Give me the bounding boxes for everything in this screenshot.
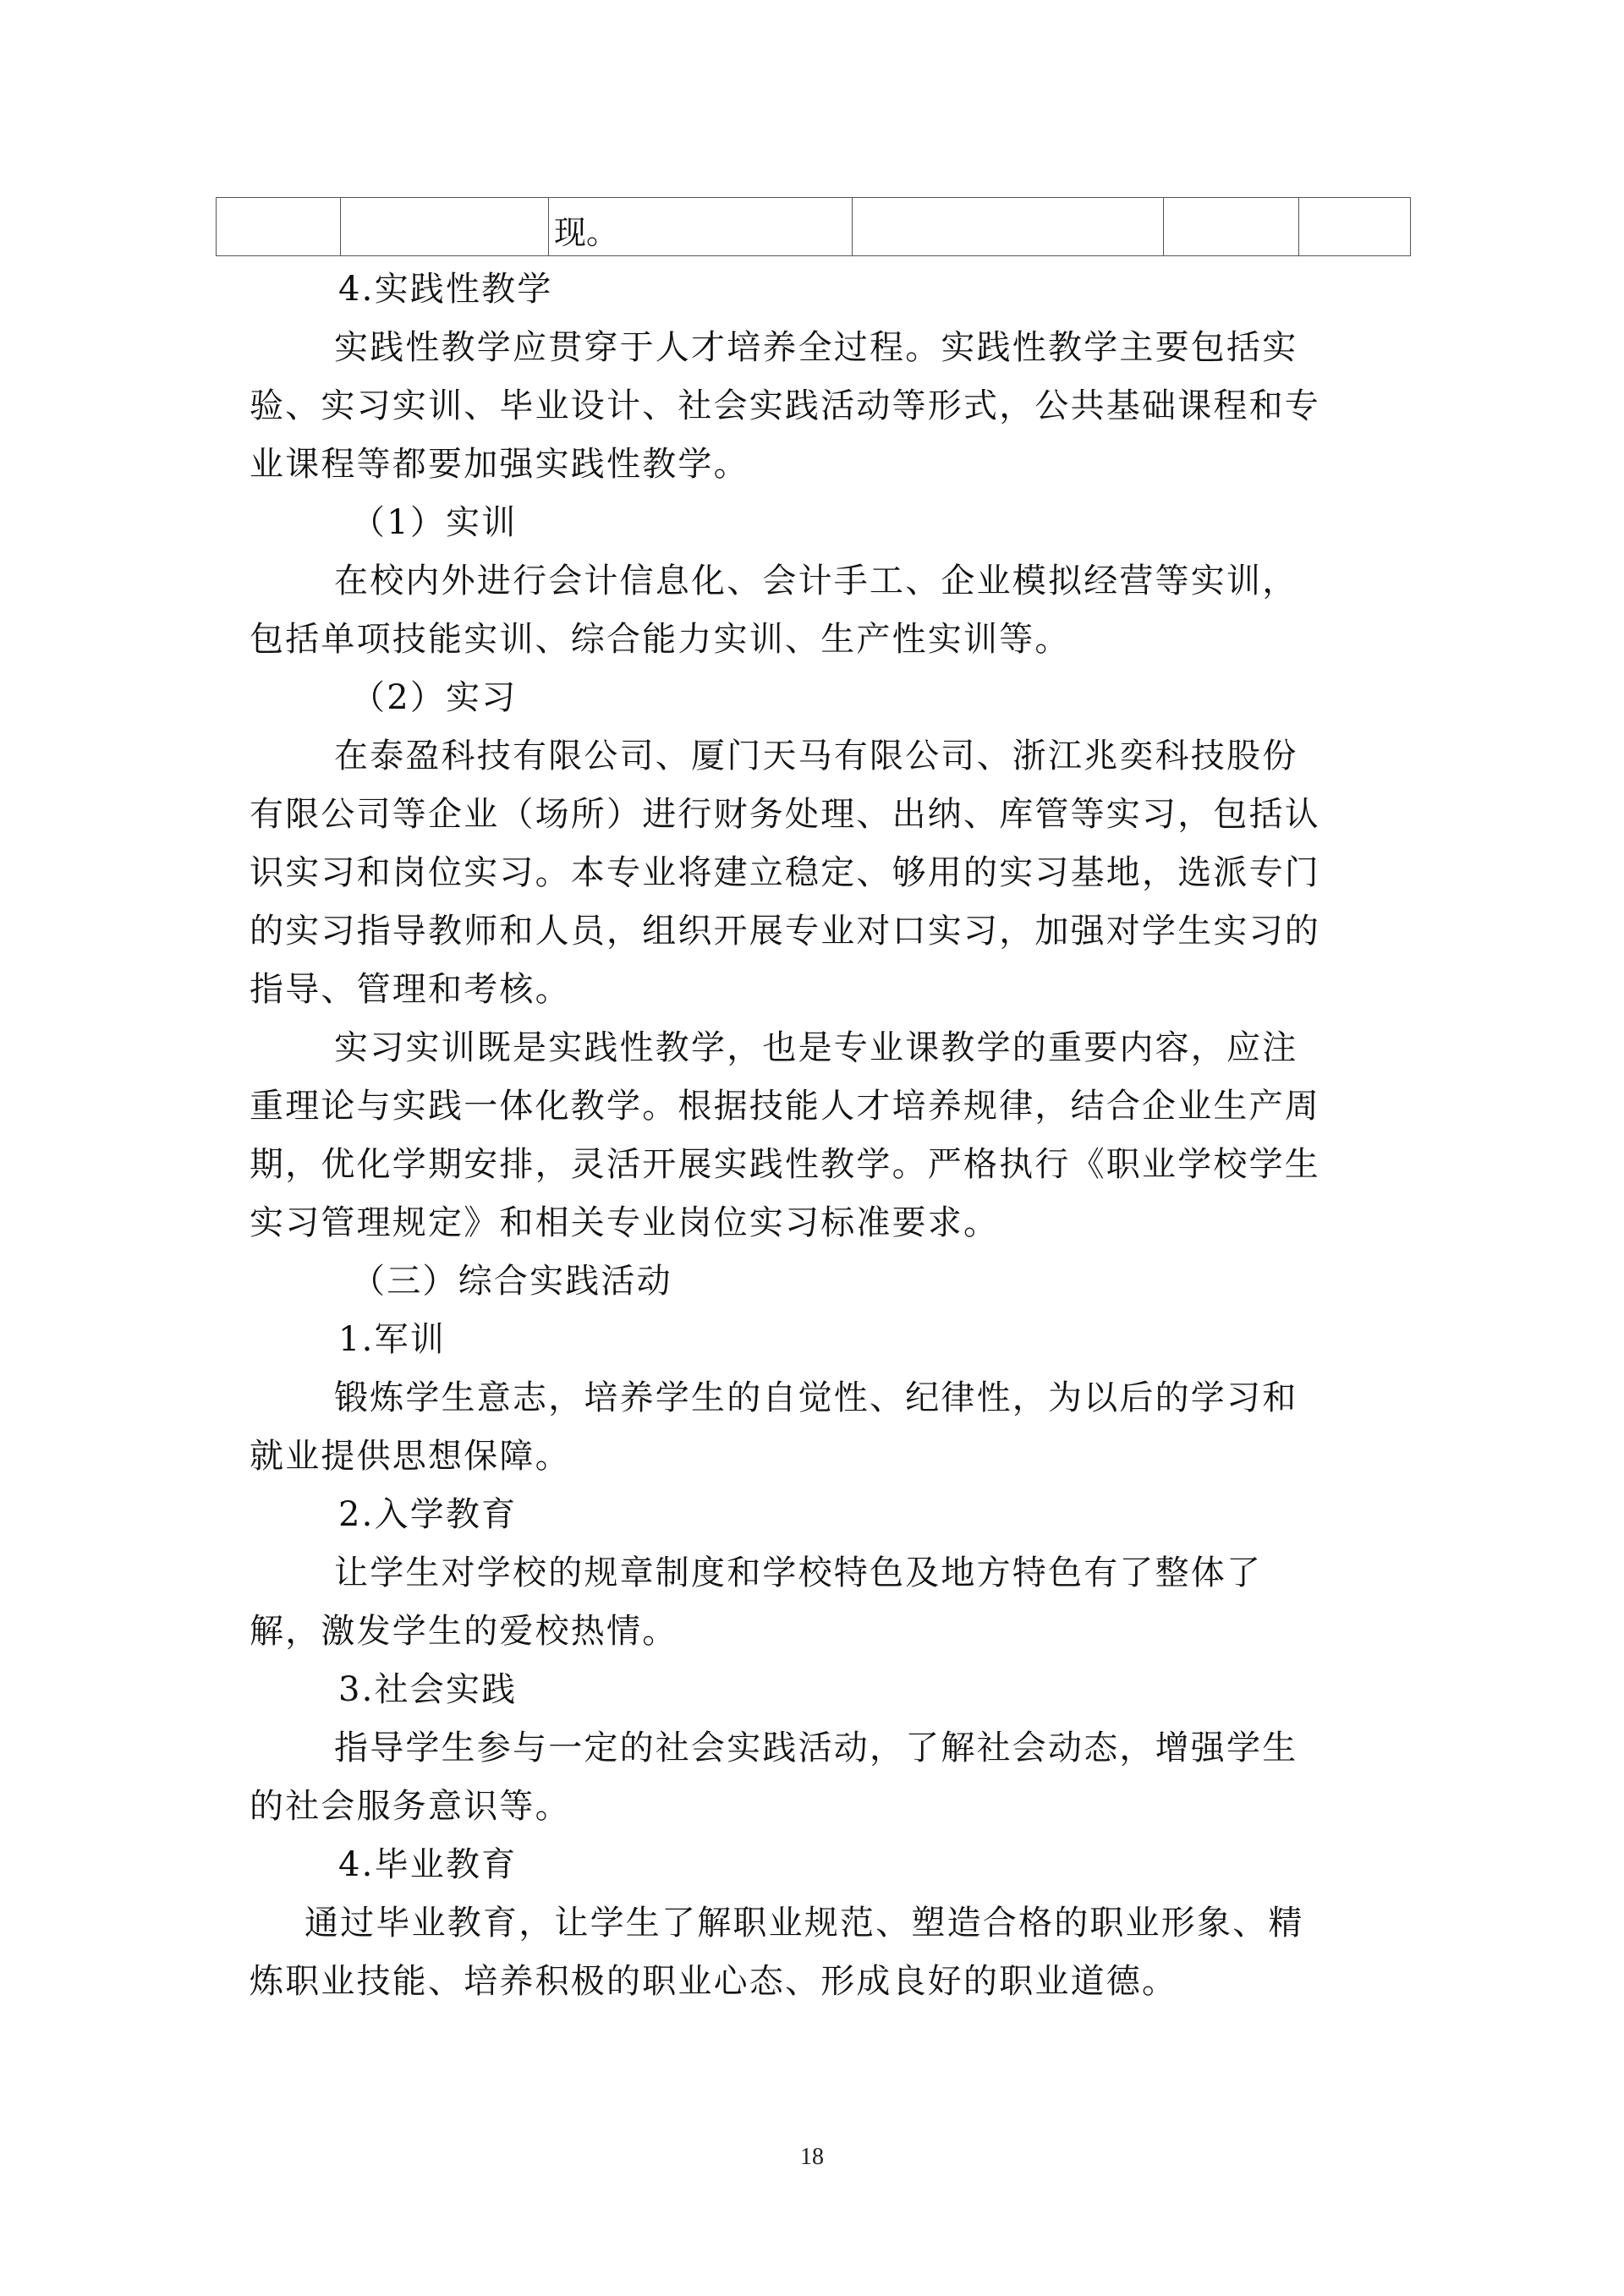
table-continuation-row bbox=[216, 197, 1411, 256]
paragraph-line: 包括单项技能实训、综合能力实训、生产性实训等。 bbox=[250, 620, 1071, 659]
subsection-heading-training: （1）实训 bbox=[351, 503, 518, 542]
paragraph-line: 业课程等都要加强实践性教学。 bbox=[250, 445, 749, 484]
paragraph-line: 识实习和岗位实习。本专业将建立稳定、够用的实习基地，选派专门 bbox=[250, 853, 1320, 892]
table-row bbox=[217, 198, 1411, 256]
table-cell bbox=[341, 198, 549, 256]
section-heading-practice: 4.实践性教学 bbox=[338, 270, 553, 309]
paragraph-line: 解，激发学生的爱校热情。 bbox=[250, 1612, 678, 1651]
table-cell: 现。 bbox=[549, 198, 853, 256]
table-cell bbox=[853, 198, 1164, 256]
paragraph-line: 让学生对学校的规章制度和学校特色及地方特色有了整体了 bbox=[334, 1553, 1263, 1592]
paragraph-line: 炼职业技能、培养积极的职业心态、形成良好的职业道德。 bbox=[250, 1962, 1178, 2001]
table-cell bbox=[1299, 198, 1411, 256]
table-cell bbox=[217, 198, 341, 256]
paragraph-line: 通过毕业教育，让学生了解职业规范、塑造合格的职业形象、精 bbox=[304, 1904, 1304, 1943]
body-text bbox=[250, 260, 1387, 2011]
paragraph-line: 在校内外进行会计信息化、会计手工、企业模拟经营等实训， bbox=[334, 562, 1298, 600]
paragraph-line: 的社会服务意识等。 bbox=[250, 1787, 571, 1826]
paragraph-line: 就业提供思想保障。 bbox=[250, 1437, 571, 1476]
paragraph-line: 有限公司等企业（场所）进行财务处理、出纳、库管等实习，包括认 bbox=[250, 795, 1320, 834]
table-cell bbox=[1164, 198, 1299, 256]
paragraph-line: 重理论与实践一体化教学。根据技能人才培养规律，结合企业生产周 bbox=[250, 1087, 1320, 1126]
page-number: 18 bbox=[800, 2144, 824, 2170]
paragraph-line: 实践性教学应贯穿于人才培养全过程。实践性教学主要包括实 bbox=[334, 328, 1298, 367]
paragraph-line: 指导、管理和考核。 bbox=[250, 970, 571, 1009]
paragraph-line: 期，优化学期安排，灵活开展实践性教学。严格执行《职业学校学生 bbox=[250, 1145, 1320, 1184]
item-heading-military-training: 1.军训 bbox=[338, 1320, 446, 1359]
item-heading-social-practice: 3.社会实践 bbox=[338, 1670, 518, 1709]
subsection-heading-internship: （2）实习 bbox=[351, 678, 518, 717]
paragraph-line: 实习管理规定》和相关专业岗位实习标准要求。 bbox=[250, 1203, 1000, 1242]
paragraph-line: 验、实习实训、毕业设计、社会实践活动等形式，公共基础课程和专 bbox=[250, 386, 1320, 425]
item-heading-graduation-education: 4.毕业教育 bbox=[338, 1845, 518, 1884]
section-heading-activities: （三）综合实践活动 bbox=[351, 1262, 672, 1301]
paragraph-line: 实习实训既是实践性教学，也是专业课教学的重要内容，应注 bbox=[334, 1028, 1298, 1067]
paragraph-line: 在泰盈科技有限公司、厦门天马有限公司、浙江兆奕科技股份 bbox=[334, 737, 1298, 775]
paragraph-line: 指导学生参与一定的社会实践活动，了解社会动态，增强学生 bbox=[334, 1729, 1298, 1767]
paragraph-line: 的实习指导教师和人员，组织开展专业对口实习，加强对学生实习的 bbox=[250, 912, 1320, 951]
item-heading-enrollment-education: 2.入学教育 bbox=[338, 1495, 518, 1534]
paragraph-line: 锻炼学生意志，培养学生的自觉性、纪律性，为以后的学习和 bbox=[334, 1378, 1298, 1417]
